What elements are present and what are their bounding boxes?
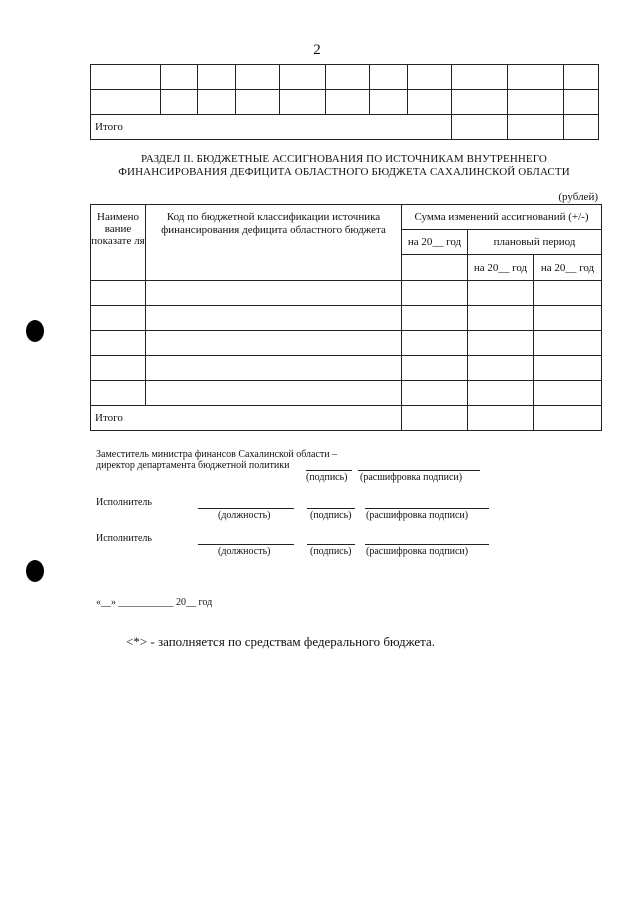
table-row [91, 381, 602, 406]
units-label: (рублей) [558, 191, 598, 203]
signature-line [307, 544, 355, 545]
caption-position: (должность) [218, 510, 271, 521]
position-line [198, 508, 294, 509]
caption-signature: (подпись) [310, 510, 352, 521]
section-title-line1: РАЗДЕЛ II. БЮДЖЕТНЫЕ АССИГНОВАНИЯ ПО ИСТОЧНИКАМ ВНУТРЕННЕГО [141, 153, 547, 165]
table-row [91, 90, 599, 115]
header-plan: плановый период [468, 230, 602, 255]
caption-signature: (подпись) [310, 546, 352, 557]
position-line [198, 544, 294, 545]
total-label: Итого [91, 115, 452, 140]
table-row-total [91, 115, 599, 140]
top-table [90, 64, 599, 140]
table-row [91, 306, 602, 331]
executor-label: Исполнитель [96, 497, 152, 508]
header-name: Наимено вание показате ля [91, 205, 146, 281]
signature-line [307, 508, 355, 509]
total-label: Итого [91, 406, 402, 431]
punch-hole [26, 560, 44, 582]
header-code: Код по бюджетной классификации источника финансирования дефицита областного бюджета [146, 205, 402, 281]
deputy-title-line1: Заместитель министра финансов Сахалинской области – [96, 449, 338, 460]
table-row [91, 65, 599, 90]
caption-position: (должность) [218, 546, 271, 557]
deputy-title-line2: директор департамента бюджетной политики [96, 460, 290, 471]
table-row-total [91, 406, 602, 431]
section-title [90, 153, 598, 179]
table-row [91, 356, 602, 381]
section-title-line2: ФИНАНСИРОВАНИЯ ДЕФИЦИТА ОБЛАСТНОГО БЮДЖЕТА САХАЛИНСКОЙ ОБЛАСТИ [118, 166, 570, 178]
footnote: <*> - заполняется по средствам федерального бюджета. [126, 634, 436, 649]
executor-label: Исполнитель [96, 533, 152, 544]
header-plan-year1: на 20__ год [468, 255, 534, 281]
table-row [91, 331, 602, 356]
caption-decoding: (расшифровка подписи) [360, 472, 463, 483]
decoding-line [365, 508, 489, 509]
budget-sources-table [90, 204, 602, 431]
page-number: 2 [313, 42, 321, 58]
table-row [91, 281, 602, 306]
caption-signature: (подпись) [306, 472, 348, 483]
signature-line [306, 470, 352, 471]
punch-hole [26, 320, 44, 342]
caption-decoding: (расшифровка подписи) [366, 546, 469, 557]
header-plan-year2: на 20__ год [534, 255, 602, 281]
header-year: на 20__ год [402, 230, 468, 255]
date-line: «__» ___________ 20__ год [96, 597, 213, 608]
decoding-line [358, 470, 480, 471]
header-sum: Сумма изменений ассигнований (+/-) [402, 205, 602, 230]
caption-decoding: (расшифровка подписи) [366, 510, 469, 521]
decoding-line [365, 544, 489, 545]
